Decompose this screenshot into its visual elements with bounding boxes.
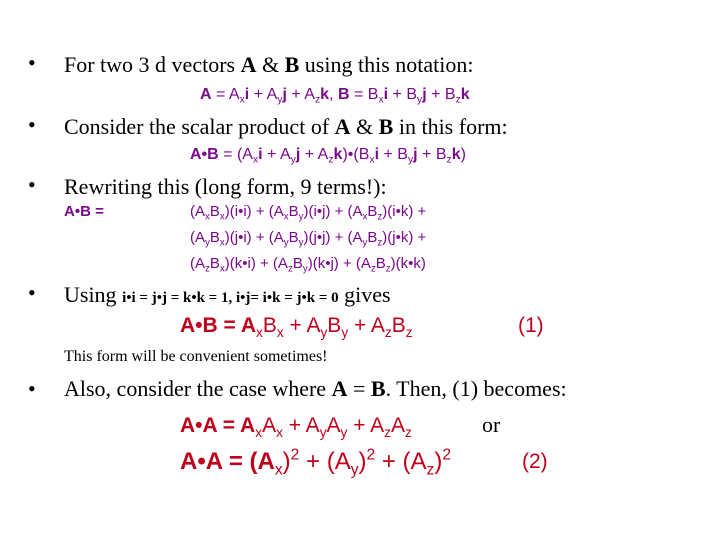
notation-equation: $A = A_xi + A_yj + A_zk$, $B = B_xi + B_yj + B_zk$ <box>200 86 470 106</box>
bullet-dot: • <box>28 172 36 197</box>
bullet-2 <box>28 112 36 138</box>
bullet-3 <box>28 172 36 198</box>
bullet-dot: • <box>28 50 36 75</box>
bullet-2-text: Consider the scalar product of A & B in this form: <box>64 114 508 139</box>
bullet-1-text: For two 3 d vectors A & B using this notation: <box>64 52 474 77</box>
bullet-dot: • <box>28 112 36 137</box>
bullet-4-text: Using i•i = j•j = k•k = 1, i•j= i•k = j•k = 0 gives <box>64 282 391 307</box>
or-text: or <box>482 412 501 437</box>
long-form-lhs: A•B = <box>64 203 104 220</box>
bullet-dot: • <box>28 280 36 305</box>
equation-AA: A•A = $A_xA_x + A_yA_y + A_zA_z$ <box>180 414 412 440</box>
unit-vector-identity: i•i = j•j = k•k = 1, i•j= i•k = j•k = 0 <box>122 290 339 306</box>
note-text: This form will be convenient sometimes! <box>64 348 328 365</box>
product-form-equation: A•B = ($A_xi + A_yj$ + $A_zk)•(B_xi + B_yj + B_zk)$ <box>190 146 466 166</box>
long-form-row-1: $(A_xB_x)(i•i)$ + $(A_xB_y)(i•j)$ + $(A_xB_z)(i•k)$ + <box>190 203 427 223</box>
bullet-5 <box>28 376 36 402</box>
bullet-3-text: Rewriting this (long form, 9 terms!): <box>64 174 387 199</box>
equation-1-tag: (1) <box>518 314 544 337</box>
long-form-row-3: $(A_zB_x)(k•i)$ + $(A_zB_y)(k•j)$ + $(A_zB_z)(k•k)$ <box>190 255 426 275</box>
bullet-5-text: Also, consider the case where A = B. Then, (1) becomes: <box>64 376 567 401</box>
bullet-1 <box>28 50 36 76</box>
equation-2-tag: (2) <box>522 450 548 473</box>
bullet-4 <box>28 280 36 306</box>
equation-1: A•B = $A_xB_x + A_yB_y + A_zB_z$ <box>180 314 413 340</box>
equation-2: A•A = $(A_x)^2 + (A_y)^2 + (A_z)^2$ <box>180 446 452 479</box>
bullet-dot: • <box>28 376 36 401</box>
long-form-row-2: $(A_yB_x)(j•i)$ + $(A_yB_y)(j•j)$ + $(A_yB_z)(j•k)$ + <box>190 229 427 249</box>
